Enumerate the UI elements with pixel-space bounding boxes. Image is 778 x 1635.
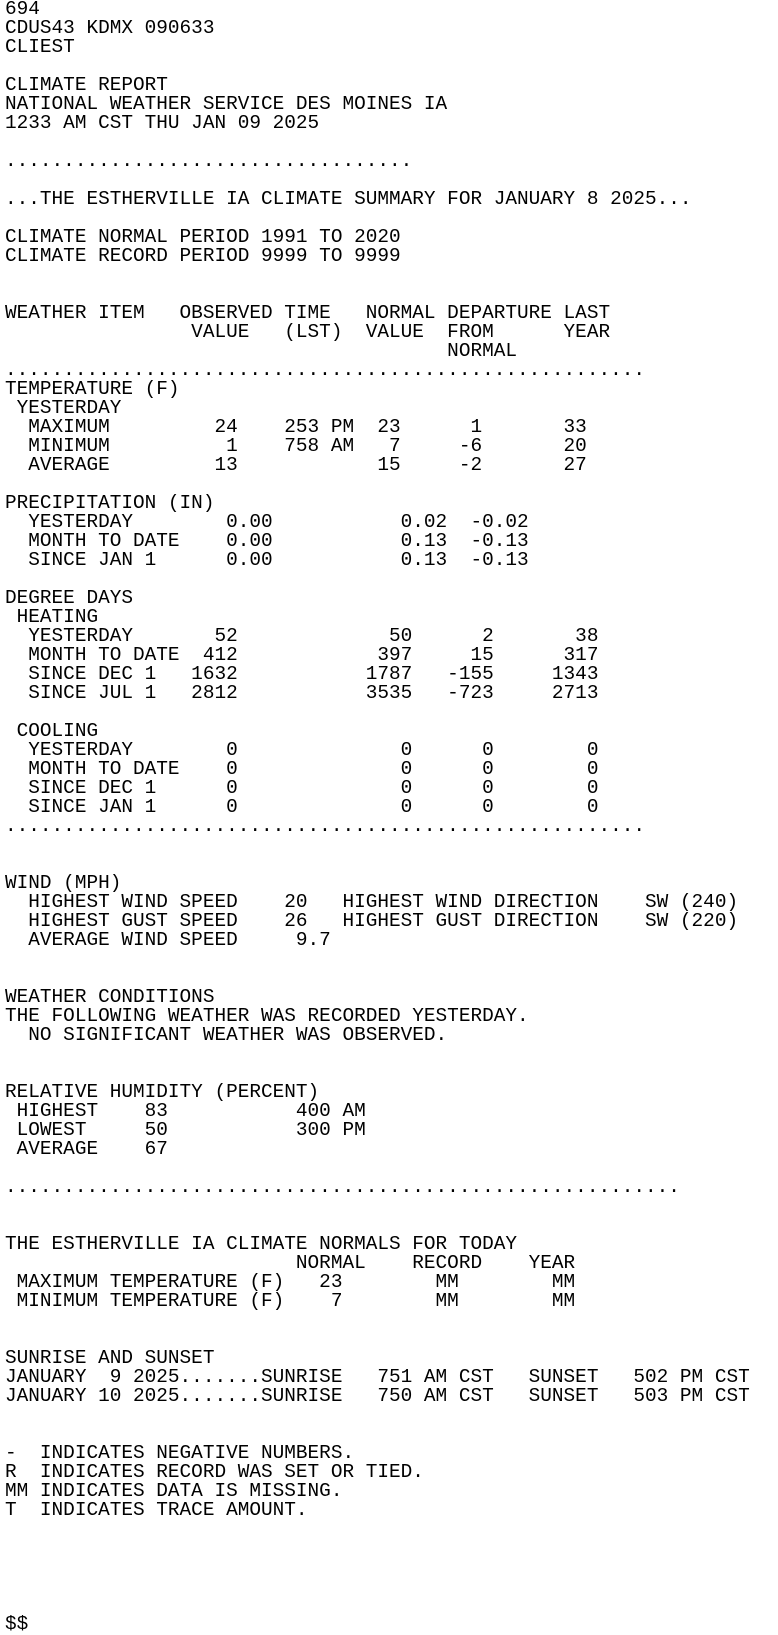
report-line: THE ESTHERVILLE IA CLIMATE NORMALS FOR TODAY xyxy=(5,1233,517,1255)
report-line: HIGHEST 83 400 AM xyxy=(5,1100,366,1122)
report-line xyxy=(5,1596,778,1615)
report-line: SINCE DEC 1 1632 1787 -155 1343 xyxy=(5,663,599,685)
report-line: TEMPERATURE (F) xyxy=(5,378,180,400)
report-line: PRECIPITATION (IN) xyxy=(5,492,215,514)
report-line: SINCE DEC 1 0 0 0 0 xyxy=(5,777,599,799)
report-line: WIND (MPH) xyxy=(5,872,122,894)
report-line: THE FOLLOWING WEATHER WAS RECORDED YESTERDAY. xyxy=(5,1005,529,1027)
report-line xyxy=(5,1558,778,1577)
report-line: YESTERDAY 52 50 2 38 xyxy=(5,625,599,647)
report-line: ...THE ESTHERVILLE IA CLIMATE SUMMARY FOR JANUARY 8 2025... xyxy=(5,188,692,210)
report-line: MONTH TO DATE 412 397 15 317 xyxy=(5,644,599,666)
report-line: WEATHER ITEM OBSERVED TIME NORMAL DEPARTURE LAST xyxy=(5,302,611,324)
report-line xyxy=(5,1197,778,1216)
report-line: MINIMUM TEMPERATURE (F) 7 MM MM xyxy=(5,1290,576,1312)
report-line: JANUARY 10 2025.......SUNRISE 750 AM CST SUNSET 503 PM CST xyxy=(5,1385,750,1407)
report-line: MM INDICATES DATA IS MISSING. xyxy=(5,1480,343,1502)
report-line: CLIMATE REPORT xyxy=(5,74,168,96)
report-line xyxy=(5,1406,778,1425)
report-line xyxy=(5,950,778,969)
report-line: DEGREE DAYS xyxy=(5,587,133,609)
report-line: $$ xyxy=(5,1613,29,1635)
report-line: ....................................................... xyxy=(5,815,645,837)
report-line: WEATHER CONDITIONS xyxy=(5,986,215,1008)
report-line xyxy=(5,1311,778,1330)
report-line: .......................................................... xyxy=(5,1176,680,1198)
report-line: HEATING xyxy=(5,606,99,628)
report-line xyxy=(5,266,778,285)
report-line: AVERAGE 13 15 -2 27 xyxy=(5,454,587,476)
report-line: HIGHEST WIND SPEED 20 HIGHEST WIND DIRECTION SW (240) xyxy=(5,891,739,913)
report-line xyxy=(5,1520,778,1539)
report-line: 694 xyxy=(5,0,40,20)
report-line: - INDICATES NEGATIVE NUMBERS. xyxy=(5,1442,355,1464)
report-line: NORMAL RECORD YEAR xyxy=(5,1252,576,1274)
report-line: ................................... xyxy=(5,150,413,172)
report-line: COOLING xyxy=(5,720,99,742)
report-line: LOWEST 50 300 PM xyxy=(5,1119,366,1141)
report-line: HIGHEST GUST SPEED 26 HIGHEST GUST DIRECTION SW (220) xyxy=(5,910,739,932)
report-line: MAXIMUM 24 253 PM 23 1 33 xyxy=(5,416,587,438)
report-line: ....................................................... xyxy=(5,359,645,381)
report-line: MONTH TO DATE 0.00 0.13 -0.13 xyxy=(5,530,529,552)
report-line: CLIMATE RECORD PERIOD 9999 TO 9999 xyxy=(5,245,401,267)
report-line: YESTERDAY xyxy=(5,397,122,419)
report-line: MINIMUM 1 758 AM 7 -6 20 xyxy=(5,435,587,457)
report-line: CLIMATE NORMAL PERIOD 1991 TO 2020 xyxy=(5,226,401,248)
report-line: 1233 AM CST THU JAN 09 2025 xyxy=(5,112,320,134)
report-line: T INDICATES TRACE AMOUNT. xyxy=(5,1499,308,1521)
report-line: RELATIVE HUMIDITY (PERCENT) xyxy=(5,1081,320,1103)
report-line xyxy=(5,1045,778,1064)
report-line: JANUARY 9 2025.......SUNRISE 751 AM CST SUNSET 502 PM CST xyxy=(5,1366,750,1388)
report-line: MONTH TO DATE 0 0 0 0 xyxy=(5,758,599,780)
report-line: CLIEST xyxy=(5,36,75,58)
report-line: NORMAL xyxy=(5,340,517,362)
report-line xyxy=(5,836,778,855)
report-line: YESTERDAY 0 0 0 0 xyxy=(5,739,599,761)
report-line: R INDICATES RECORD WAS SET OR TIED. xyxy=(5,1461,424,1483)
report-line: SINCE JUL 1 2812 3535 -723 2713 xyxy=(5,682,599,704)
report-line: SINCE JAN 1 0.00 0.13 -0.13 xyxy=(5,549,529,571)
report-line xyxy=(5,1539,778,1558)
report-line: SINCE JAN 1 0 0 0 0 xyxy=(5,796,599,818)
report-line: NATIONAL WEATHER SERVICE DES MOINES IA xyxy=(5,93,448,115)
report-line: AVERAGE 67 xyxy=(5,1138,168,1160)
report-line: YESTERDAY 0.00 0.02 -0.02 xyxy=(5,511,529,533)
report-line xyxy=(5,1577,778,1596)
report-line xyxy=(5,703,778,722)
report-line: MAXIMUM TEMPERATURE (F) 23 MM MM xyxy=(5,1271,576,1293)
report-line: AVERAGE WIND SPEED 9.7 xyxy=(5,929,331,951)
report-line: NO SIGNIFICANT WEATHER WAS OBSERVED. xyxy=(5,1024,448,1046)
report-line: VALUE (LST) VALUE FROM YEAR xyxy=(5,321,611,343)
report-line: CDUS43 KDMX 090633 xyxy=(5,17,215,39)
report-line: SUNRISE AND SUNSET xyxy=(5,1347,215,1369)
